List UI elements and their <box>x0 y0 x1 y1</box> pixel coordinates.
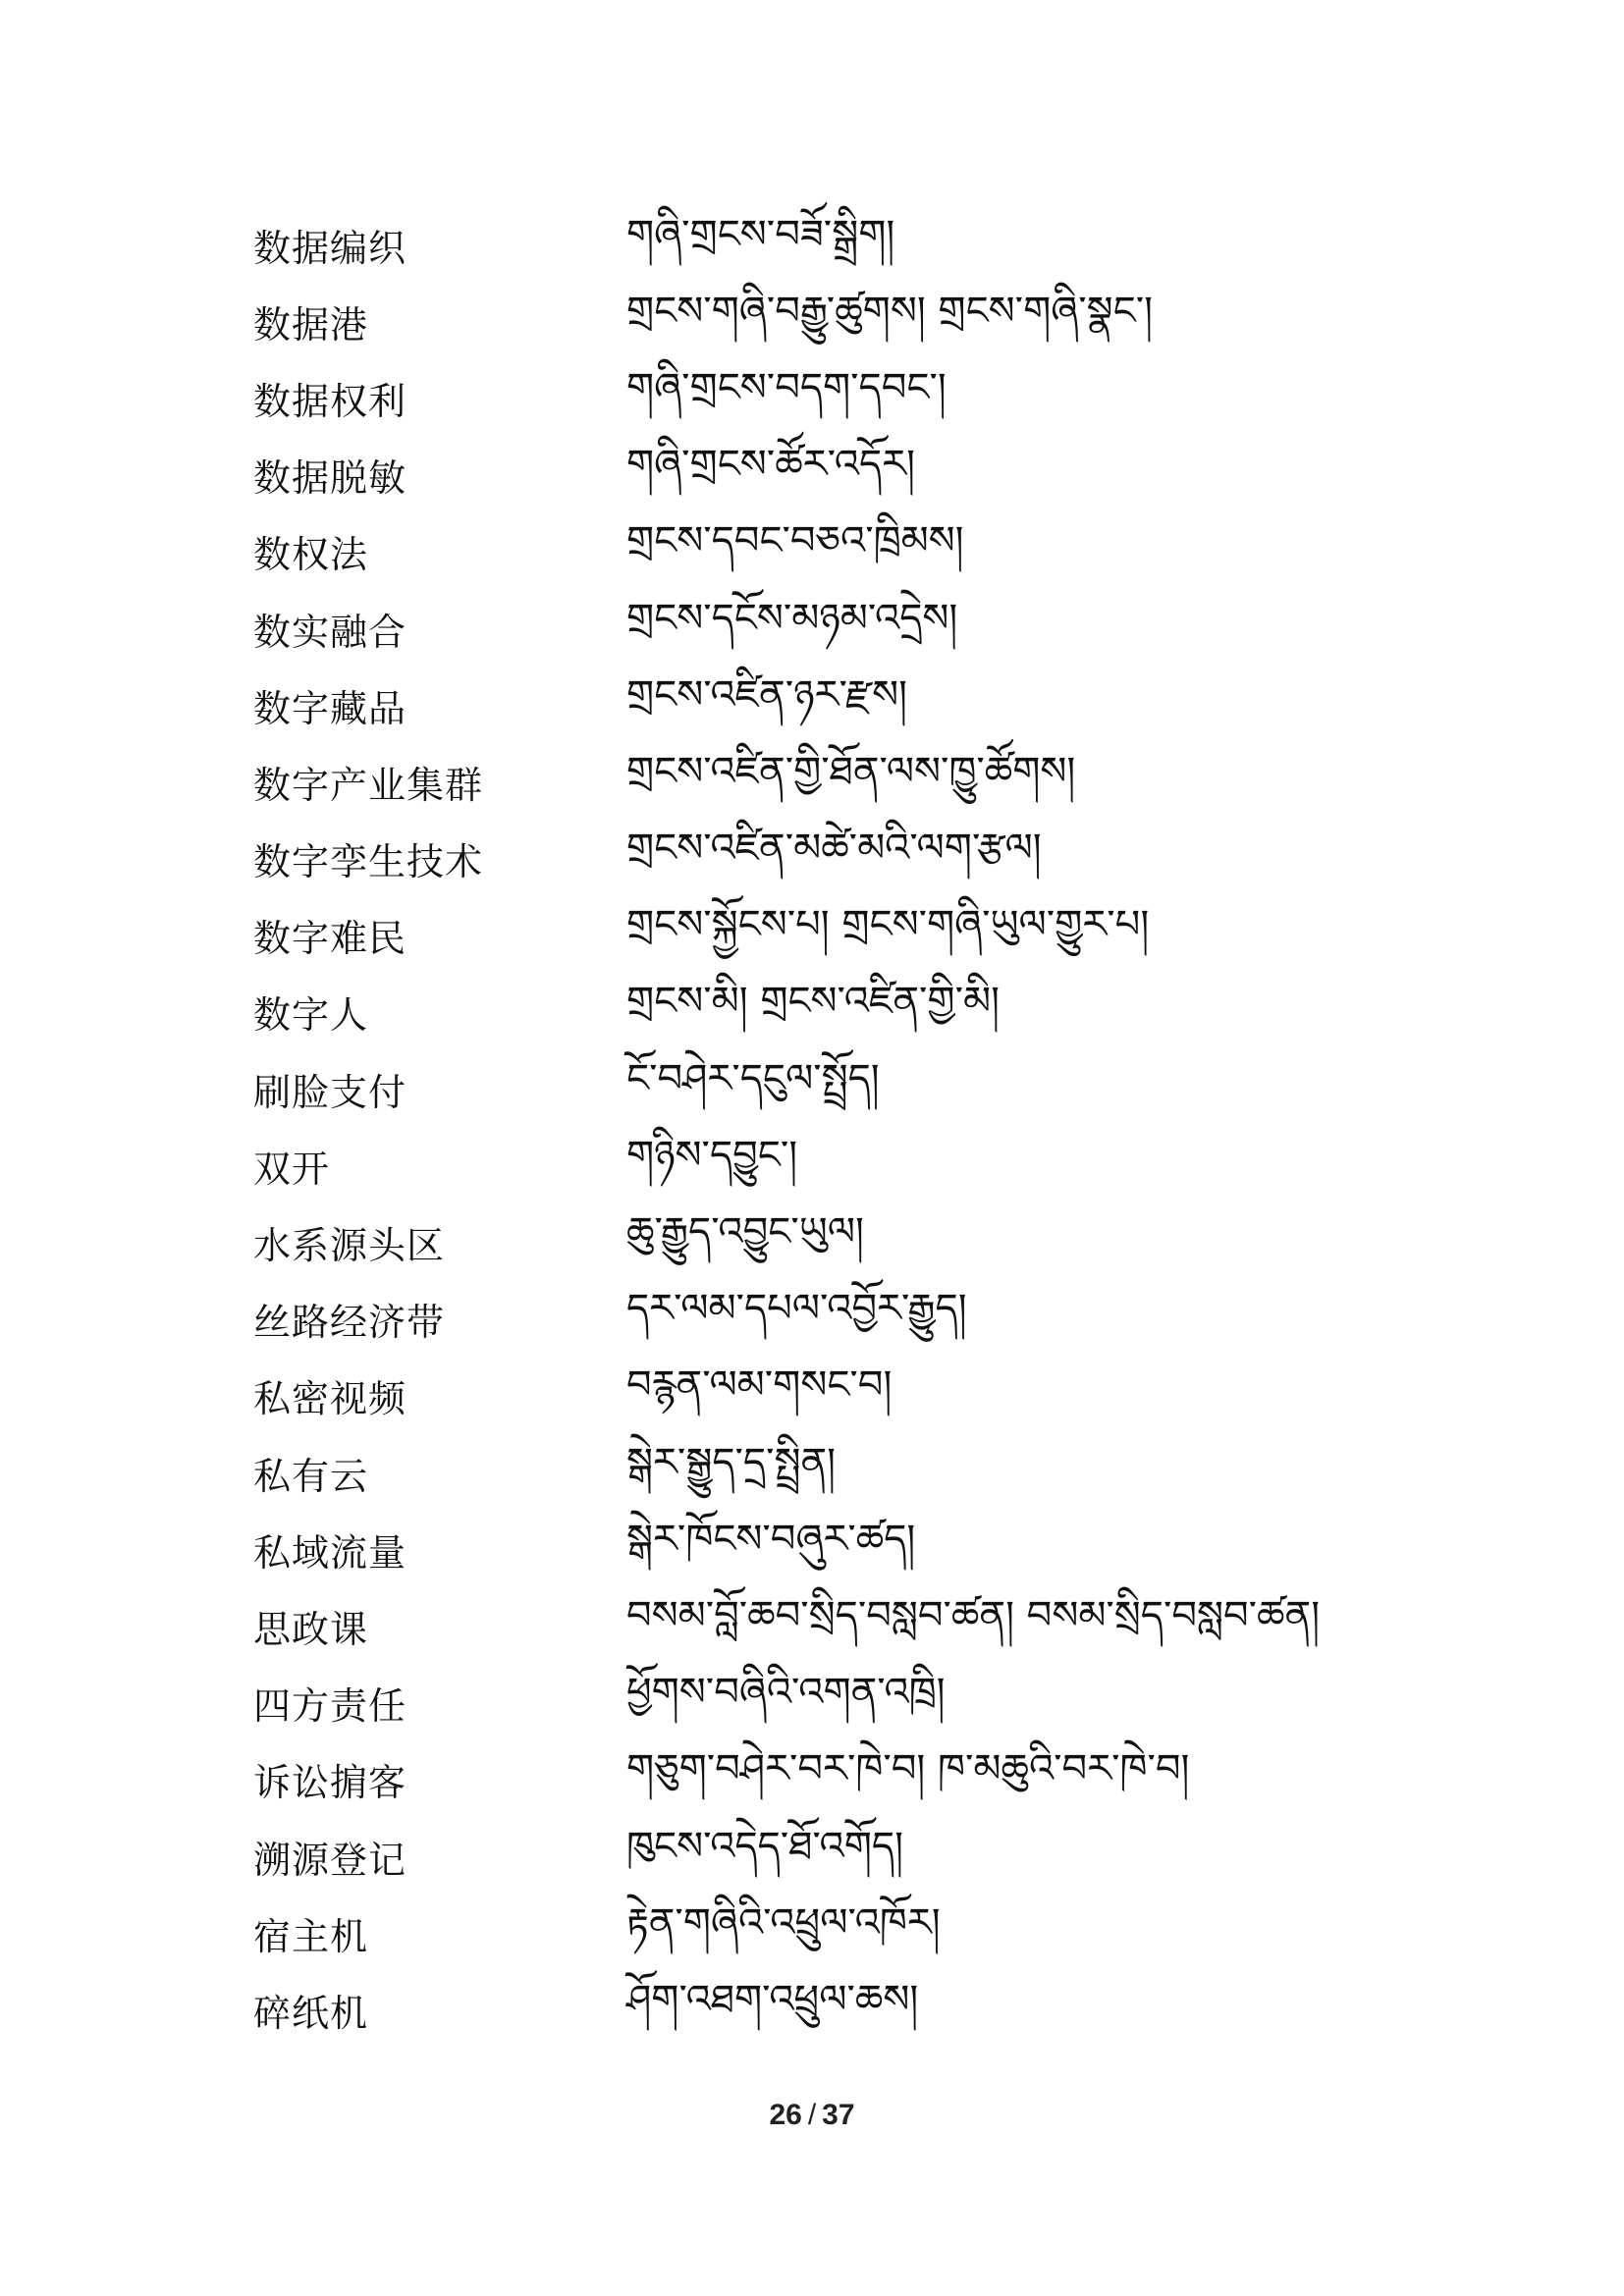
term-tibetan: གཞི་གྲངས་བཟོ་སྒྲིག། <box>626 211 895 257</box>
term-tibetan: གྲངས་དབང་བཅའ་ཁྲིམས། <box>626 518 964 564</box>
term-tibetan: བརྙན་ལམ་གསང་བ། <box>626 1362 893 1409</box>
term-chinese: 私有云 <box>253 1454 369 1498</box>
term-tibetan: གྲངས་གཞི་བརྒྱུ་ཚུགས། གྲངས་གཞི་སྣང་། <box>626 288 1153 334</box>
term-chinese: 数据港 <box>253 302 369 347</box>
term-tibetan: གྲངས་དངོས་མཉམ་འདྲེས། <box>626 595 958 641</box>
term-tibetan: ཆུ་རྒྱུད་འབྱུང་ཡུལ། <box>626 1209 864 1255</box>
glossary-list <box>253 206 1382 2049</box>
term-tibetan: བསམ་བློ་ཆབ་སྲིད་བསླབ་ཚན། བསམ་སྲིད་བསླབ་ཚན། <box>626 1592 1321 1638</box>
term-chinese: 丝路经济带 <box>253 1301 446 1345</box>
term-chinese: 四方责任 <box>253 1684 407 1729</box>
term-tibetan: རྟེན་གཞིའི་འཕྲུལ་འཁོར། <box>626 1899 941 1946</box>
term-tibetan: གྲངས་མི། གྲངས་འཛིན་གྱི་མི། <box>626 979 1000 1025</box>
term-tibetan: སྒེར་ཁོངས་བཞུར་ཚད། <box>626 1516 916 1562</box>
term-chinese: 数据编织 <box>253 226 407 270</box>
term-tibetan: ངོ་བཤེར་དངུལ་སྤྲོད། <box>626 1055 880 1101</box>
glossary-entry <box>253 1050 1382 1127</box>
term-tibetan: གཅུག་བཤེར་བར་ཁེ་བ། ཁ་མཆུའི་བར་ཁེ་བ། <box>626 1746 1190 1792</box>
term-chinese: 数字人 <box>253 993 369 1038</box>
term-chinese: 溯源登记 <box>253 1838 407 1882</box>
term-tibetan: ཕྱོགས་བཞིའི་འགན་འཁྲི། <box>626 1670 946 1716</box>
term-chinese: 诉讼掮客 <box>253 1761 407 1805</box>
term-chinese: 刷脸支付 <box>253 1070 407 1114</box>
term-chinese: 数据脱敏 <box>253 456 407 501</box>
term-chinese: 思政课 <box>253 1607 369 1651</box>
term-tibetan: གྲངས་འཛིན་མཚེ་མའི་ལག་རྩལ། <box>626 826 1042 872</box>
page-number <box>0 2099 1624 2132</box>
term-chinese: 私域流量 <box>253 1530 407 1575</box>
term-tibetan: གཞི་གྲངས་ཚོར་འདོར། <box>626 442 915 488</box>
term-chinese: 宿主机 <box>253 1914 369 1958</box>
page-total: 37 <box>822 2099 855 2131</box>
term-chinese: 数字难民 <box>253 917 407 961</box>
term-chinese: 水系源头区 <box>253 1224 446 1268</box>
page-current: 26 <box>769 2099 802 2131</box>
term-tibetan: གྲངས་འཛིན་གྱི་ཐོན་ལས་ཁྱུ་ཚོགས། <box>626 748 1076 794</box>
term-chinese: 数据权利 <box>253 379 407 423</box>
term-chinese: 数字孪生技术 <box>253 840 484 884</box>
term-chinese: 数字产业集群 <box>253 763 484 807</box>
term-tibetan: ཤོག་འཐག་འཕྲུལ་ཆས། <box>626 1976 919 2022</box>
term-chinese: 碎纸机 <box>253 1991 369 2035</box>
term-tibetan: གྲངས་སྐྱོངས་པ། གྲངས་གཞི་ཡུལ་གྱུར་པ། <box>626 902 1150 948</box>
term-chinese: 数权法 <box>253 533 369 577</box>
term-chinese: 数实融合 <box>253 610 407 654</box>
term-tibetan: གྲངས་འཛིན་ཉར་རྫས། <box>626 671 907 718</box>
term-tibetan: སྒེར་སྒྱུད་དྲ་སྤྲིན། <box>626 1439 836 1485</box>
term-chinese: 双开 <box>253 1147 331 1191</box>
page-separator: / <box>807 2099 817 2131</box>
glossary-entry <box>253 1971 1382 2048</box>
term-tibetan: གཞི་གྲངས་བདག་དབང་། <box>626 364 947 410</box>
term-tibetan: དར་ལམ་དཔལ་འབྱོར་རྒྱུད། <box>626 1286 967 1332</box>
term-chinese: 私密视频 <box>253 1377 407 1421</box>
term-tibetan: ཁུངས་འདེད་ཐོ་འགོད། <box>626 1823 903 1869</box>
term-chinese: 数字藏品 <box>253 686 407 730</box>
term-tibetan: གཉིས་དབྱུང་། <box>626 1132 798 1178</box>
